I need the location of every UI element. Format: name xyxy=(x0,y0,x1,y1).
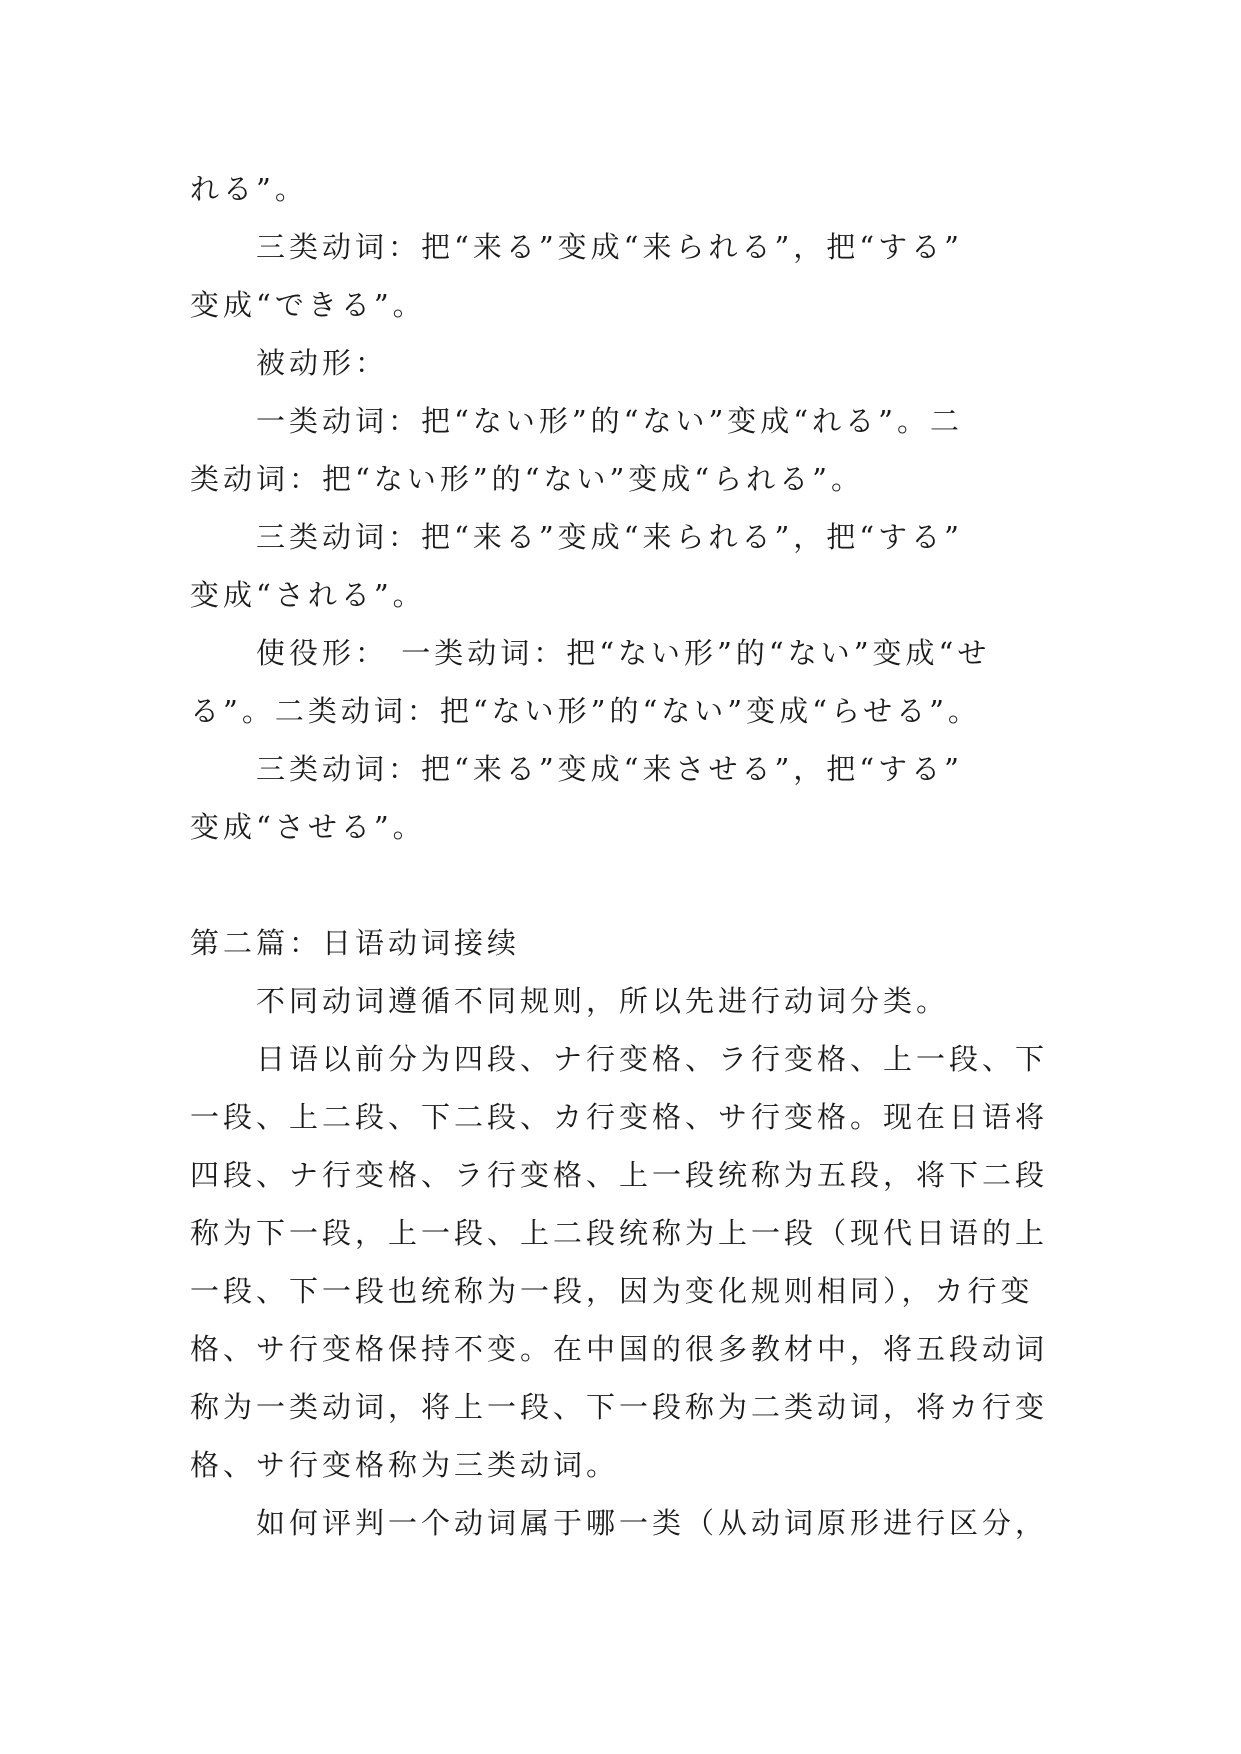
text-line: 格、サ行变格保持不变。在中国的很多教材中，将五段动词 xyxy=(190,1332,1049,1366)
text-line: 变成“される”。 xyxy=(190,578,426,612)
text-line: 一段、下一段也统称为一段，因为变化规则相同），カ行变 xyxy=(190,1274,1034,1308)
text-line: 被动形： xyxy=(256,346,389,380)
text-line: 格、サ行变格称为三类动词。 xyxy=(190,1448,620,1482)
text-line: 三类动词：把“来る”变成“来させる”，把“する” xyxy=(256,752,963,786)
text-line: 三类动词：把“来る”变成“来られる”，把“する” xyxy=(256,520,963,554)
text-line: 使役形： 一类动词：把“ない形”的“ない”变成“せ xyxy=(256,636,991,670)
text-line: 变成“させる”。 xyxy=(190,810,426,844)
text-line: れる”。 xyxy=(190,172,308,206)
text-line: 一类动词：把“ない形”的“ない”变成“れる”。二 xyxy=(256,404,963,438)
text-line: 不同动词遵循不同规则，所以先进行动词分类。 xyxy=(256,984,950,1018)
text-line: る”。二类动词：把“ない形”的“ない”变成“らせる”。 xyxy=(190,694,981,728)
text-line: 三类动词：把“来る”变成“来られる”，把“する” xyxy=(256,230,963,264)
section-heading: 第二篇：日语动词接续 xyxy=(190,926,521,960)
text-line: 称为下一段，上一段、上二段统称为上一段（现代日语的上 xyxy=(190,1216,1049,1250)
section-gap xyxy=(190,856,1070,914)
text-line: 四段、ナ行变格、ラ行变格、上一段统称为五段，将下二段 xyxy=(190,1158,1049,1192)
document-page xyxy=(190,160,1070,1552)
text-line: 一段、上二段、下二段、カ行变格、サ行变格。现在日语将 xyxy=(190,1100,1049,1134)
text-line: 如何评判一个动词属于哪一类（从动词原形进行区分， xyxy=(256,1506,1049,1540)
text-line: 称为一类动词，将上一段、下一段称为二类动词，将カ行变 xyxy=(190,1390,1049,1424)
text-line: 变成“できる”。 xyxy=(190,288,426,322)
text-line: 日语以前分为四段、ナ行变格、ラ行变格、上一段、下 xyxy=(256,1042,1049,1076)
text-line: 类动词：把“ない形”的“ない”变成“られる”。 xyxy=(190,462,864,496)
